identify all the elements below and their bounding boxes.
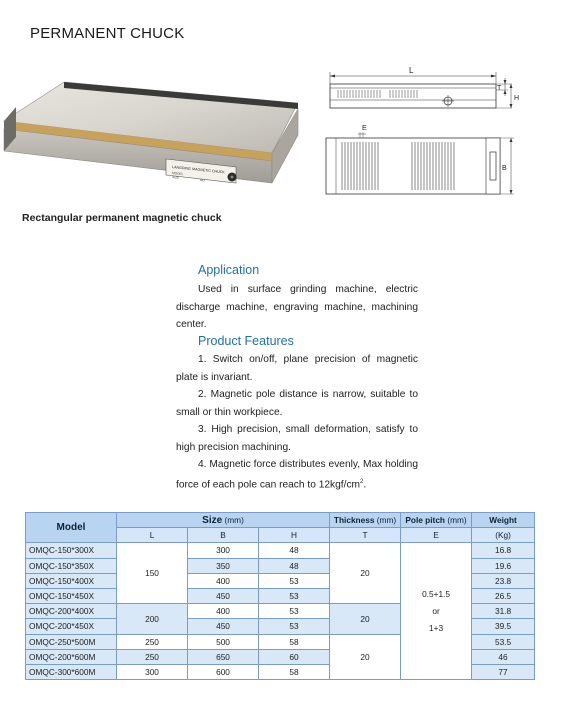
cell-weight: 23.8 (472, 573, 535, 588)
cell-weight: 31.8 (472, 604, 535, 619)
top-view (326, 125, 514, 194)
application-heading: Application (198, 263, 260, 277)
cell-B: 600 (188, 664, 259, 679)
cell-E (401, 543, 472, 680)
cell-H: 60 (259, 649, 330, 664)
cell-weight: 77 (472, 664, 535, 679)
cell-L: 250 (117, 634, 188, 649)
dim-T-label: T (497, 85, 502, 92)
cell-model: OMQC-150*400X (26, 573, 117, 588)
dim-L-label: L (409, 66, 414, 75)
cell-weight: 16.8 (472, 543, 535, 558)
subheader-T: T (330, 528, 401, 543)
chuck-photo (0, 75, 310, 205)
application-text: Used in surface grinding machine, electric discharge machine, engraving machine, machining center. (176, 284, 418, 330)
cell-T: 20 (330, 634, 401, 680)
header-thickness: Thickness (mm) (330, 513, 401, 528)
cell-T: 20 (330, 543, 401, 604)
cell-weight: 26.5 (472, 588, 535, 603)
cell-H: 48 (259, 558, 330, 573)
photo-caption: Rectangular permanent magnetic chuck (22, 212, 222, 224)
plate-model: MODEL (171, 171, 184, 177)
application-body (176, 281, 418, 334)
cell-model: OMQC-200*400X (26, 604, 117, 619)
cell-H: 53 (259, 619, 330, 634)
header-weight: Weight (472, 513, 535, 528)
side-view (330, 66, 519, 108)
cell-L: 250 (117, 649, 188, 664)
cell-model: OMQC-250*500M (26, 634, 117, 649)
cell-B: 300 (188, 543, 259, 558)
cell-B: 500 (188, 634, 259, 649)
subheader-H: H (259, 528, 330, 543)
subheader-kg: (Kg) (472, 528, 535, 543)
cell-model: OMQC-200*450X (26, 619, 117, 634)
dim-B-label: B (502, 165, 507, 172)
cell-model: OMQC-200*600M (26, 649, 117, 664)
technical-drawing (318, 60, 528, 200)
application-section (176, 262, 418, 280)
cell-B: 450 (188, 619, 259, 634)
cell-H: 58 (259, 664, 330, 679)
cell-B: 450 (188, 588, 259, 603)
cell-B: 350 (188, 558, 259, 573)
cell-weight: 46 (472, 649, 535, 664)
cell-L: 300 (117, 664, 188, 679)
features-section (176, 333, 418, 351)
cell-H: 53 (259, 604, 330, 619)
cell-model: OMQC-150*450X (26, 588, 117, 603)
subheader-B: B (188, 528, 259, 543)
header-pole-pitch: Pole pitch (mm) (401, 513, 472, 528)
feature-item-text: 4. Magnetic force distributes evenly, Max holding force of each pole can reach to 12kgf/cm (176, 459, 418, 490)
feature-superscript: 2 (360, 478, 364, 485)
feature-item: 4. Magnetic force distributes evenly, Max holding force of each pole can reach to $12kgf/cm^2$. (176, 459, 418, 490)
cell-model: OMQC-150*300X (26, 543, 117, 558)
cell-H: 53 (259, 588, 330, 603)
cell-weight: 53.5 (472, 634, 535, 649)
pitch-option-2: 1+3 (428, 622, 444, 633)
dim-H-label: H (514, 95, 520, 102)
header-size: Size (mm) (117, 513, 330, 528)
subheader-L: L (117, 528, 188, 543)
spec-table (25, 512, 535, 680)
cell-H: 58 (259, 634, 330, 649)
cell-H: 48 (259, 543, 330, 558)
features-list (176, 351, 418, 493)
plate-no: NO. (199, 178, 206, 183)
cell-weight: 39.5 (472, 619, 535, 634)
feature-item: 1. Switch on/off, plane precision of magnetic plate is invariant. (176, 354, 418, 383)
page-title: PERMANENT CHUCK (30, 25, 185, 42)
features-heading: Product Features (198, 334, 294, 348)
cell-T: 20 (330, 604, 401, 634)
feature-item: 2. Magnetic pole distance is narrow, suitable to small or thin workpiece. (176, 389, 418, 418)
cell-model: OMQC-300*600M (26, 664, 117, 679)
plate-brand: LANGDING (171, 165, 191, 171)
pitch-option-1: 0.5+1.5 (422, 588, 450, 599)
cell-L: 150 (117, 543, 188, 604)
cell-B: 400 (188, 604, 259, 619)
pitch-or: or (432, 605, 440, 616)
cell-L: 200 (117, 604, 188, 634)
cell-B: 650 (188, 649, 259, 664)
cell-B: 400 (188, 573, 259, 588)
cell-weight: 19.6 (472, 558, 535, 573)
feature-item: 3. High precision, small deformation, satisfy to high precision machining. (176, 424, 418, 453)
table-row (26, 543, 535, 558)
plate-size: SIZE (171, 175, 180, 180)
plate-type: MAGNETIC CHUCK (191, 167, 225, 175)
cell-H: 53 (259, 573, 330, 588)
cell-model: OMQC-150*350X (26, 558, 117, 573)
subheader-E: E (401, 528, 472, 543)
dim-E-label: E (362, 125, 367, 132)
header-model: Model (26, 513, 117, 543)
